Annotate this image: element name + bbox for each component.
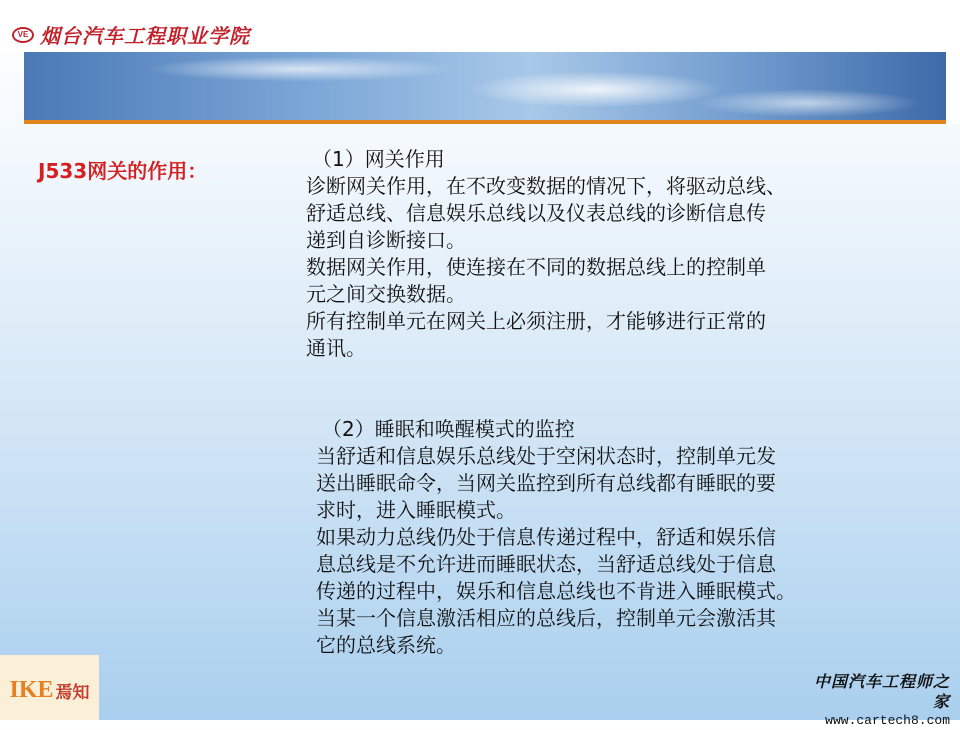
school-emblem-text: VE <box>17 30 29 39</box>
text-line: 数据网关作用，使连接在不同的数据总线上的控制单 <box>306 255 766 279</box>
banner-side-stripe <box>946 52 960 124</box>
text-line: 当某一个信息激活相应的总线后，控制单元会激活其 <box>316 606 776 630</box>
text-line: 求时，进入睡眠模式。 <box>316 498 516 522</box>
ike-chinese: 焉知 <box>55 683 90 703</box>
text-line: 递到自诊断接口。 <box>306 228 466 252</box>
block-title: （1）网关作用 <box>312 147 445 171</box>
school-logo <box>12 20 250 49</box>
sleep-wake-block <box>316 416 916 659</box>
text-line: 传递的过程中，娱乐和信息总线也不肯进入睡眠模式。 <box>316 579 796 603</box>
cartech-url: www.cartech8.com <box>825 713 950 728</box>
text-line: 所有控制单元在网关上必须注册，才能够进行正常的 <box>306 309 766 333</box>
section-heading: J533网关的作用： <box>38 159 208 183</box>
block-title: （2）睡眠和唤醒模式的监控 <box>322 417 575 441</box>
orange-divider <box>24 120 946 124</box>
text-line: 诊断网关作用，在不改变数据的情况下，将驱动总线、 <box>306 174 786 198</box>
text-line: 如果动力总线仍处于信息传递过程中，舒适和娱乐信 <box>316 525 776 549</box>
sky-banner <box>24 52 946 120</box>
ike-logo <box>0 655 99 720</box>
cartech-name: 中国汽车工程师之家 <box>813 672 950 711</box>
text-line: 它的总线系统。 <box>316 633 456 657</box>
school-name: 烟台汽车工程职业学院 <box>40 24 250 48</box>
text-line: 当舒适和信息娱乐总线处于空闲状态时，控制单元发 <box>316 444 776 468</box>
header-bar <box>0 0 960 52</box>
gateway-function-block <box>306 146 906 362</box>
text-line: 送出睡眠命令，当网关监控到所有总线都有睡眠的要 <box>316 471 776 495</box>
text-line: 息总线是不允许进而睡眠状态，当舒适总线处于信息 <box>316 552 776 576</box>
school-emblem-icon <box>12 27 34 43</box>
text-line: 舒适总线、信息娱乐总线以及仪表总线的诊断信息传 <box>306 201 766 225</box>
cartech-watermark <box>810 672 950 730</box>
text-line: 通讯。 <box>306 336 366 360</box>
text-line: 元之间交换数据。 <box>306 282 466 306</box>
ike-letters: IKE <box>9 677 54 703</box>
